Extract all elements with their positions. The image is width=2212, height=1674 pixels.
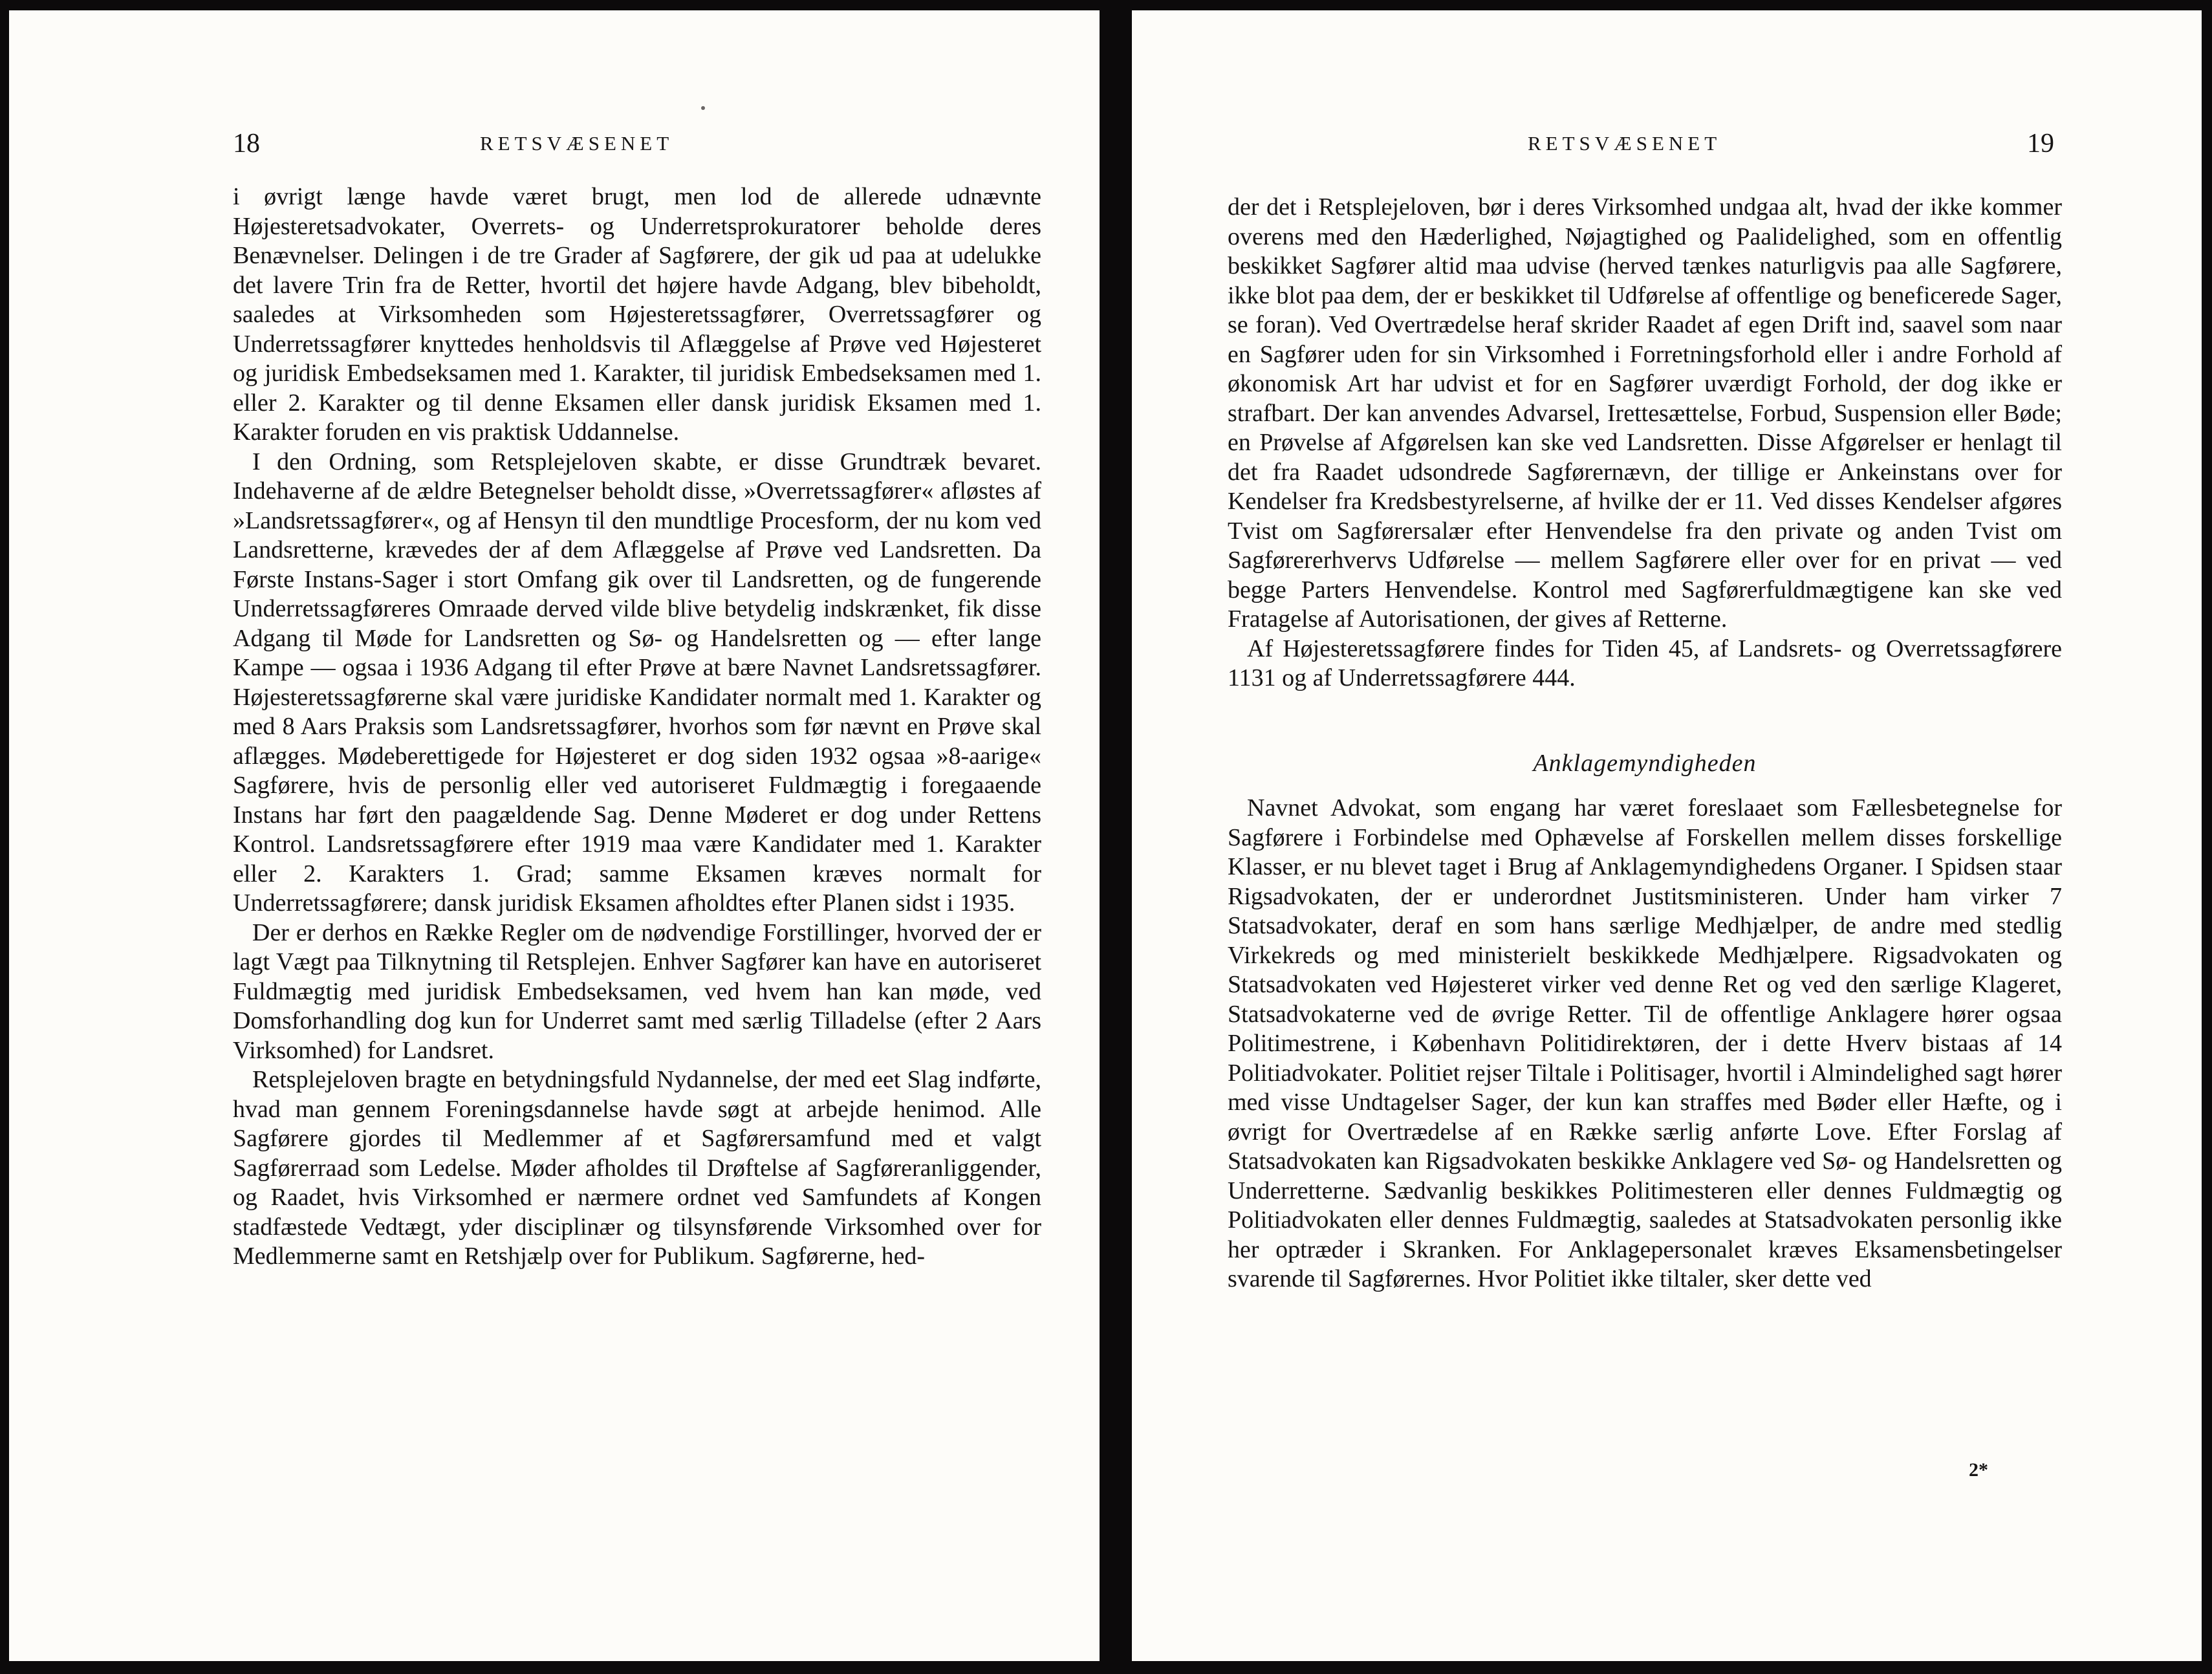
paragraph: Af Højesteretssagførere findes for Tiden 45, af Landsrets- og Overretssagførere 1131 og af Underretssagførere 444. <box>1228 635 2062 691</box>
body-text <box>233 182 1041 1272</box>
signature-mark: 2* <box>1969 1459 1988 1481</box>
body-text <box>1228 193 2062 1294</box>
page-number: 18 <box>233 129 260 158</box>
section-heading: Anklagemyndigheden <box>1533 749 1757 777</box>
running-head <box>1132 124 2202 163</box>
paragraph: Navnet Advokat, som engang har været foreslaaet som Fællesbetegnelse for Sagførere i Forbindelse med Ophævelse af Forskellen mellem disses forskellige Klasser, er nu blevet taget i Brug af Anklagemyndighedens Organer. I Spidsen staar Rigsadvokaten, der er underordnet Justitsministeren. Under ham virker 7 Statsadvokater, deraf en som hans særlige Medhjælper, de andre med stedlig Virkekreds og med ministerielt beskikkede Medhjælpere. Rigsadvokaten og Statsadvokaten ved Højesteret virker ved denne Ret og ved den særlige Klageret, Statsadvokaterne ved de øvrige Retter. Til de offentlige Anklagere hører ogsaa Politimestrene, i København Politidirektøren, der i dette Hverv bistaas af 14 Politiadvokater. Politiet rejser Tiltale i Politisager, hvortil i Almindelighed sagt hører med visse Undtagelser Sager, der kun kan straffes med Bøder eller Hæfte, og i øvrigt for Overtrædelse af en Række særlig anførte Love. Efter Forslag af Statsadvokaten kan Rigsadvokaten beskikke Anklagere ved Sø- og Handelsretten og Underretterne. Sædvanlig beskikkes Politimesteren eller dennes Fuldmægtig og Politiadvokaten eller dennes Fuldmægtig, saaledes at Statsadvokaten personlig ikke her optræder i Skranken. For Anklagepersonalet kræves Eksamensbetingelser svarende til Sagførernes. Hvor Politiet ikke tiltaler, sker dette ved <box>1228 794 2062 1292</box>
paragraph: Der er derhos en Række Regler om de nødvendige Forstillinger, hvorved der er lagt Vægt paa Tilknytning til Retsplejen. Enhver Sagfører kan have en autoriseret Fuldmægtig med juridisk Embedseksamen, ved hvem han kan møde, ved Domsforhandling dog kun for Underret samt med særlig Tilladelse (efter 2 Aars Virksomhed) for Landsret. <box>233 919 1041 1064</box>
running-head-title: RETSVÆSENET <box>1528 132 1722 155</box>
running-head-title: RETSVÆSENET <box>480 132 674 155</box>
right-page <box>1132 10 2202 1661</box>
paragraph: der det i Retsplejeloven, bør i deres Virksomhed undgaa alt, hvad der ikke kommer overens med den Hæderlighed, Nøjagtighed og Paalidelighed, som en offentlig beskikket Sagfører altid maa udvise (herved tænkes naturligvis paa alle Sagførere, ikke blot paa dem, der er beskikket til Udførelse af offentlige og beneficerede Sager, se foran). Ved Overtrædelse heraf skrider Raadet af egen Drift ind, saavel som naar en Sagfører uden for sin Virksomhed i Forretningsforhold eller i andre Forhold af økonomisk Art har udvist et for en Sagfører uværdigt Forhold, der dog ikke er strafbart. Der kan anvendes Advarsel, Irettesættelse, Forbud, Suspension eller Bøde; en Prøvelse af Afgørelsen kan ske ved Landsretten. Disse Afgørelser er henlagt til det fra Raadet udsondrede Sagførernævn, der tillige er Ankeinstans over for Kendelser fra Kredsbestyrelserne, af hvilke der er 11. Ved disses Kendelser afgøres Tvist om Sagførersalær efter Henvendelse fra den private og anden Tvist om Sagførererhvervs Udførelse — mellem Sagførere eller over for en privat — ved begge Parters Henvendelse. Kontrol med Sagførerfuldmægtigene kan ske ved Fratagelse af Autorisationen, der gives af Retterne. <box>1228 193 2062 633</box>
paragraph: Retsplejeloven bragte en betydningsfuld Nydannelse, der med eet Slag indførte, hvad man gennem Foreningsdannelse havde søgt at arbejde henimod. Alle Sagførere gjordes til Medlemmer af et Sagførersamfund med et valgt Sagførerraad som Ledelse. Møder afholdes til Drøftelse af Sagføreranliggender, og Raadet, hvis Virksomhed er nærmere ordnet ved Samfundets af Kongen stadfæstede Vedtægt, yder disciplinær og tilsynsførende Virksomhed over for Medlemmerne samt en Retshjælp over for Publikum. Sagførerne, hed- <box>233 1066 1041 1270</box>
paragraph: I den Ordning, som Retsplejeloven skabte, er disse Grundtræk bevaret. Indehaverne af de ældre Betegnelser beholdt disse, »Overretssagfører« afløstes af »Landsretssagfører«, og af Hensyn til den mundtlige Procesform, der nu kom ved Landsretterne, krævedes der af dem Aflæggelse af Prøve ved Landsretten. Da Første Instans-Sager i stort Omfang gik over til Landsretten, og de fungerende Underretssagføreres Omraade derved vilde blive betydelig indskrænket, fik disse Adgang til Møde for Landsretten og Sø- og Handelsretten og — efter lange Kampe — ogsaa i 1936 Adgang til efter Prøve at bære Navnet Landsretssagfører. Højesteretssagførerne skal være juridiske Kandidater normalt med 1. Karakter og med 8 Aars Praksis som Landsretssagfører, hvorhos som før nævnt en Prøve skal aflægges. Mødeberettigede for Højesteret er dog siden 1932 ogsaa »8-aarige« Sagførere, hvis de personlig eller ved autoriseret Fuldmægtig i foregaaende Instans har ført den paagældende Sag. Denne Møderet er dog under Rettens Kontrol. Landsretssagførere efter 1919 maa være Kandidater med 1. Karakter eller 2. Karakters 1. Grad; samme Eksamen kræves normalt for Underretssagførere; dansk juridisk Eksamen afholdtes efter Planen sidst i 1935. <box>233 448 1041 917</box>
left-page <box>9 10 1100 1661</box>
ink-dot <box>701 106 705 110</box>
running-head <box>9 124 1100 163</box>
paragraph: i øvrigt længe havde været brugt, men lod de allerede udnævnte Højesteretsadvokater, Overrets- og Underretsprokuratorer beholde deres Benævnelser. Delingen i de tre Grader af Sagførere, der gik ud paa at udelukke det lavere Trin fra de Retter, hvortil det højere havde Adgang, blev bibeholdt, saaledes at Virksomheden som Højesteretssagfører, Overretssagfører og Underretssagfører knyttedes henholdsvis til Aflæggelse af Prøve ved Højesteret og juridisk Embedseksamen med 1. Karakter, til juridisk Embedseksamen med 1. eller 2. Karakter og til denne Eksamen eller dansk juridisk Eksamen med 1. Karakter foruden en vis praktisk Uddannelse. <box>233 183 1041 446</box>
page-number: 19 <box>2027 129 2054 158</box>
